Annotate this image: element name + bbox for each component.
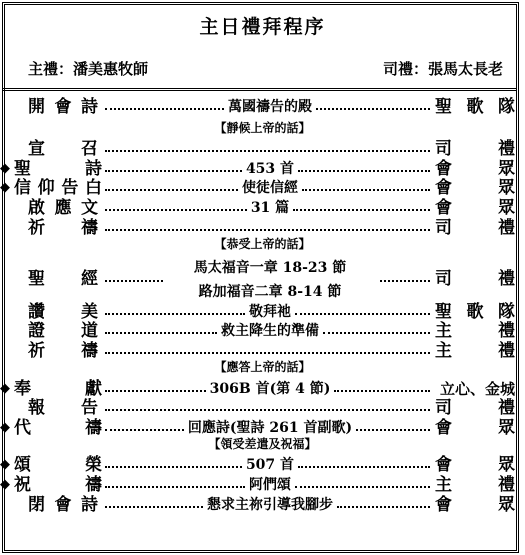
service-item — [0, 302, 525, 322]
item-content: 敬拜祂 — [249, 304, 291, 320]
diamond-marker-icon: ◆ — [0, 180, 10, 195]
service-item — [0, 379, 525, 399]
item-leader: 立心、金城 — [439, 380, 515, 398]
item-name: 奉 獻 — [14, 379, 102, 399]
item-name: 啟 應 文 — [28, 198, 98, 218]
leader-dots — [316, 108, 430, 110]
item-name: 頌 榮 — [14, 455, 102, 475]
item-name: 聖 經 — [28, 269, 98, 289]
service-item — [0, 495, 525, 515]
item-content: 馬太福音一章 18-23 節 — [193, 260, 347, 276]
divider — [3, 88, 516, 91]
item-leader: 會 眾 — [435, 159, 515, 179]
item-leader: 聖 歌 隊 — [435, 302, 515, 322]
item-leader: 會 眾 — [435, 178, 515, 198]
service-item — [0, 455, 525, 475]
liturgist: 司禮：張馬太長老 — [382, 60, 503, 78]
item-name: 讚 美 — [28, 302, 98, 322]
leader-dots — [105, 409, 430, 411]
item-name: 信 仰 告 白 — [14, 178, 102, 198]
leader-dots — [105, 466, 242, 468]
leader-dots — [356, 429, 430, 431]
item-leader: 主 禮 — [435, 341, 515, 361]
leader-dots — [337, 506, 430, 508]
item-content: 萬國禱告的殿 — [228, 99, 312, 115]
diamond-marker-icon: ◆ — [0, 161, 10, 176]
leader-dots — [380, 280, 430, 282]
item-leader: 聖 歌 隊 — [435, 97, 515, 117]
item-leader: 司 禮 — [435, 269, 515, 289]
service-item — [0, 256, 525, 302]
service-item — [0, 178, 525, 198]
item-leader: 會 眾 — [435, 455, 515, 475]
item-content: 507 首 — [245, 457, 295, 473]
program-title: 主日禮拜程序 — [199, 16, 326, 38]
leader-dots — [105, 170, 242, 172]
item-leader: 會 眾 — [435, 495, 515, 515]
leader-dots — [295, 486, 430, 488]
leader-dots — [298, 466, 430, 468]
service-item — [0, 218, 525, 238]
item-content: 路加福音二章 8-14 節 — [198, 284, 342, 300]
service-item — [0, 139, 525, 159]
leader-dots — [293, 209, 430, 211]
leader-dots — [105, 429, 184, 431]
leader-dots — [105, 506, 203, 508]
leader-dots — [105, 229, 430, 231]
item-content: 306B 首(第 4 節) — [209, 381, 331, 397]
leader-dots — [105, 150, 430, 152]
item-content: 懇求主祢引導我腳步 — [207, 497, 333, 513]
leader-dots — [323, 332, 430, 334]
item-leader: 司 禮 — [435, 398, 515, 418]
section-heading: 【領受差遣及祝福】 — [208, 437, 317, 451]
service-item — [0, 159, 525, 179]
item-leader: 主 禮 — [435, 321, 515, 341]
service-item — [0, 398, 525, 418]
leader-dots — [105, 313, 245, 315]
leader-dots — [105, 390, 206, 392]
item-name: 代 禱 — [14, 418, 102, 438]
service-item — [0, 341, 525, 361]
item-leader: 會 眾 — [435, 198, 515, 218]
leader-dots — [105, 352, 430, 354]
section-heading: 【靜候上帝的話】 — [214, 121, 311, 135]
item-content: 使徒信經 — [242, 180, 298, 196]
item-name: 閉 會 詩 — [28, 495, 98, 515]
leader-dots — [105, 209, 247, 211]
item-name: 報 告 — [28, 398, 98, 418]
item-content: 31 篇 — [250, 200, 290, 216]
service-item — [0, 475, 525, 495]
item-content: 453 首 — [245, 161, 295, 177]
item-content: 回應詩(聖詩 261 首副歌) — [187, 420, 353, 436]
item-leader: 主 禮 — [435, 475, 515, 495]
item-name: 宣 召 — [28, 139, 98, 159]
section-heading: 【應答上帝的話】 — [214, 360, 311, 374]
leader-dots — [105, 189, 238, 191]
item-content: 救主降生的準備 — [221, 323, 319, 339]
diamond-marker-icon: ◆ — [0, 477, 10, 492]
diamond-marker-icon: ◆ — [0, 381, 10, 396]
leader-dots — [334, 390, 430, 392]
leader-dots — [295, 313, 430, 315]
item-name: 祈 禱 — [28, 341, 98, 361]
leader-dots — [105, 486, 245, 488]
service-item — [0, 97, 525, 117]
presider: 主禮：潘美惠牧師 — [28, 60, 149, 78]
item-name: 祝 禱 — [14, 475, 102, 495]
leader-dots — [298, 170, 430, 172]
service-item — [0, 418, 525, 438]
diamond-marker-icon: ◆ — [0, 457, 10, 472]
item-leader: 會 眾 — [435, 418, 515, 438]
service-item — [0, 321, 525, 341]
item-name: 聖 詩 — [14, 159, 102, 179]
item-content: 阿們頌 — [249, 477, 291, 493]
service-item — [0, 198, 525, 218]
leader-dots — [302, 189, 430, 191]
leader-dots — [105, 332, 217, 334]
leader-dots — [105, 108, 224, 110]
section-heading: 【恭受上帝的話】 — [214, 237, 311, 251]
item-name: 開 會 詩 — [28, 97, 98, 117]
leader-dots — [105, 280, 163, 282]
diamond-marker-icon: ◆ — [0, 420, 10, 435]
item-name: 祈 禱 — [28, 218, 98, 238]
item-leader: 司 禮 — [435, 139, 515, 159]
item-leader: 司 禮 — [435, 218, 515, 238]
item-name: 證 道 — [28, 321, 98, 341]
